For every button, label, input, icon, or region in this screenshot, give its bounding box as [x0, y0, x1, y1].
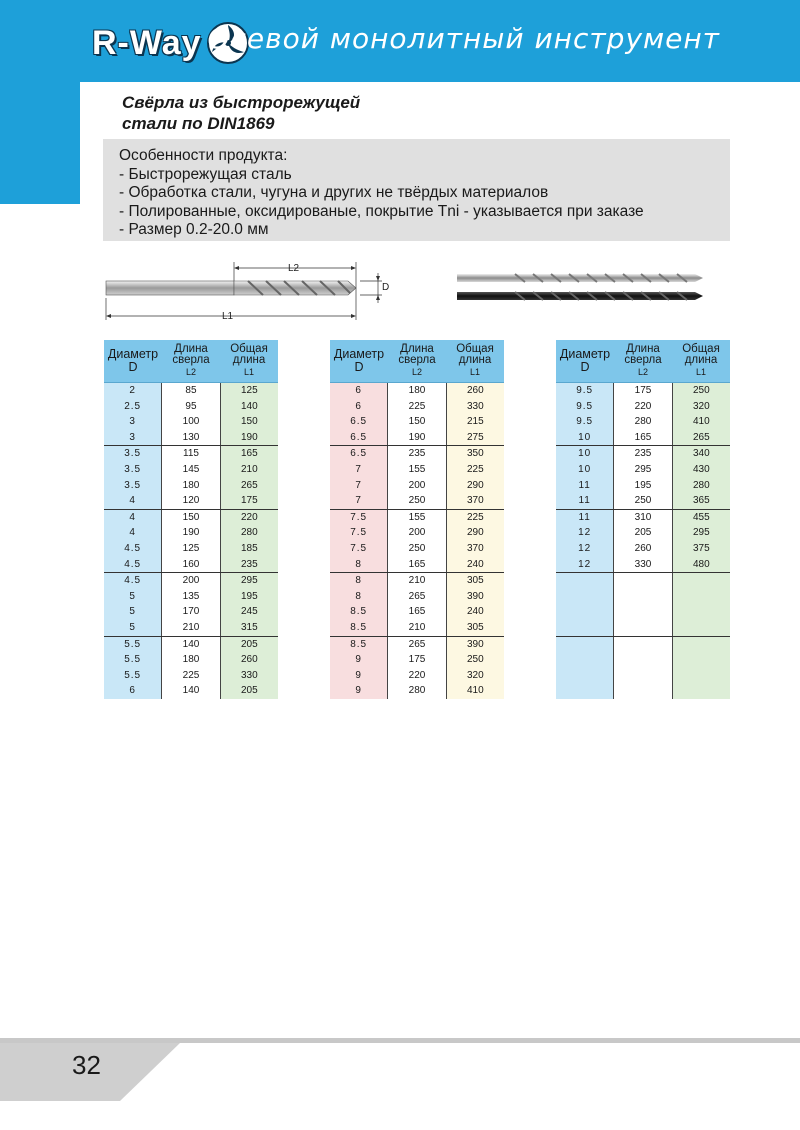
total-length-cell: 205 — [220, 637, 278, 653]
drill-length-cell: 210 — [162, 620, 219, 636]
drill-length-cell: 280 — [388, 683, 445, 699]
total-length-cell: 305 — [446, 620, 504, 636]
total-length-cell: 185 — [220, 541, 278, 557]
diameter-cell: 8.5 — [330, 637, 388, 653]
diameter-cell — [556, 604, 614, 620]
diameter-cell: 7 — [330, 462, 388, 478]
diameter-cell: 12 — [556, 557, 614, 573]
feature-item: - Обработка стали, чугуна и других не твёрдых материалов — [119, 184, 549, 202]
diameter-cell: 5 — [104, 604, 162, 620]
total-length-cell: 295 — [672, 525, 730, 541]
table-row — [104, 510, 278, 526]
drill-length-cell — [614, 604, 671, 620]
total-length-cell: 240 — [446, 557, 504, 573]
diameter-cell: 10 — [556, 446, 614, 462]
spec-table — [104, 340, 278, 699]
drill-length-cell: 190 — [162, 525, 219, 541]
drill-length-cell — [614, 573, 671, 589]
drill-length-cell: 150 — [388, 414, 445, 430]
header-text: L1 — [469, 367, 480, 377]
table-row — [556, 683, 730, 699]
table-header — [330, 340, 504, 383]
diameter-cell: 5.5 — [104, 637, 162, 653]
table-row — [330, 637, 504, 653]
total-length-cell — [672, 589, 730, 605]
table-row — [330, 683, 504, 699]
drill-length-cell: 165 — [388, 557, 445, 573]
total-length-cell: 330 — [446, 399, 504, 415]
diameter-cell: 6.5 — [330, 414, 388, 430]
drill-length-cell — [614, 589, 671, 605]
header-text: Длина — [400, 343, 434, 355]
total-length-cell — [672, 573, 730, 589]
diameter-cell: 4 — [104, 493, 162, 509]
diameter-cell: 3.5 — [104, 462, 162, 478]
total-length-cell: 430 — [672, 462, 730, 478]
table-row — [330, 525, 504, 541]
total-length-cell: 295 — [220, 573, 278, 589]
features-heading: Особенности продукта: — [119, 147, 288, 164]
total-length-cell: 150 — [220, 414, 278, 430]
total-length-cell: 390 — [446, 637, 504, 653]
drill-length-cell — [614, 620, 671, 636]
drill-length-cell: 220 — [614, 399, 671, 415]
header-text: Диаметр — [333, 347, 385, 361]
title-line-1: Свёрла из быстрорежущей — [122, 93, 361, 112]
header-cell — [556, 340, 614, 382]
drill-dimension-drawing — [98, 258, 408, 328]
diameter-cell — [556, 620, 614, 636]
drill-length-cell: 100 — [162, 414, 219, 430]
table-row — [104, 573, 278, 589]
total-length-cell: 220 — [220, 510, 278, 526]
header-text: Диаметр — [107, 347, 159, 361]
drill-length-cell: 150 — [162, 510, 219, 526]
header-title: Осевой монолитный инструмент — [207, 22, 720, 55]
diameter-cell: 12 — [556, 525, 614, 541]
table-row — [330, 478, 504, 494]
header-text: L1 — [695, 367, 706, 377]
diameter-cell: 9 — [330, 683, 388, 699]
total-length-cell: 140 — [220, 399, 278, 415]
table-header — [104, 340, 278, 383]
diameter-cell: 4.5 — [104, 541, 162, 557]
total-length-cell: 190 — [220, 430, 278, 446]
total-length-cell: 330 — [220, 668, 278, 684]
drill-length-cell — [614, 637, 671, 653]
diameter-cell: 7 — [330, 478, 388, 494]
footer-tab — [0, 1043, 800, 1101]
diameter-cell: 8 — [330, 589, 388, 605]
table-row — [104, 493, 278, 510]
total-length-cell: 265 — [672, 430, 730, 446]
total-length-cell: 390 — [446, 589, 504, 605]
diameter-cell: 9 — [330, 668, 388, 684]
page-title — [122, 92, 360, 134]
table-row — [104, 620, 278, 637]
total-length-cell: 260 — [220, 652, 278, 668]
total-length-cell: 455 — [672, 510, 730, 526]
table-row — [330, 399, 504, 415]
total-length-cell: 280 — [220, 525, 278, 541]
drill-length-cell: 140 — [162, 683, 219, 699]
total-length-cell: 480 — [672, 557, 730, 573]
total-length-cell — [672, 683, 730, 699]
table-row — [556, 573, 730, 589]
table-row — [104, 525, 278, 541]
table-row — [330, 510, 504, 526]
header-text: Диаметр — [559, 347, 611, 361]
features-box — [103, 139, 730, 241]
drill-length-cell: 265 — [388, 637, 445, 653]
drill-length-cell: 95 — [162, 399, 219, 415]
diameter-cell: 7.5 — [330, 510, 388, 526]
total-length-cell: 315 — [220, 620, 278, 636]
total-length-cell: 375 — [672, 541, 730, 557]
header-text: D — [128, 360, 138, 374]
diameter-cell: 5.5 — [104, 668, 162, 684]
total-length-cell: 245 — [220, 604, 278, 620]
table-row — [104, 541, 278, 557]
drill-length-cell: 330 — [614, 557, 671, 573]
drill-length-cell: 140 — [162, 637, 219, 653]
table-row — [556, 557, 730, 574]
diameter-cell: 4.5 — [104, 573, 162, 589]
drill-length-cell: 250 — [388, 493, 445, 509]
table-row — [556, 620, 730, 637]
drill-length-cell: 235 — [388, 446, 445, 462]
header-text: Длина — [174, 343, 208, 355]
diameter-cell: 6 — [330, 399, 388, 415]
diameter-cell: 8.5 — [330, 604, 388, 620]
diameter-cell: 11 — [556, 493, 614, 509]
diameter-cell: 3 — [104, 414, 162, 430]
d-label: D — [382, 282, 390, 293]
drill-length-cell: 165 — [614, 430, 671, 446]
side-accent-band — [0, 82, 80, 204]
diameter-cell: 6 — [330, 383, 388, 399]
total-length-cell: 205 — [220, 683, 278, 699]
table-row — [556, 383, 730, 399]
drill-length-cell: 250 — [614, 493, 671, 509]
diameter-cell: 4 — [104, 510, 162, 526]
feature-item: - Размер 0.2-20.0 мм — [119, 221, 269, 239]
diameter-cell — [556, 652, 614, 668]
diameter-cell: 7.5 — [330, 541, 388, 557]
table-row — [330, 541, 504, 557]
drill-length-cell: 170 — [162, 604, 219, 620]
diameter-cell: 9 — [330, 652, 388, 668]
diameter-cell: 6 — [104, 683, 162, 699]
header-cell — [220, 340, 278, 382]
total-length-cell: 410 — [672, 414, 730, 430]
l2-label: L2 — [288, 263, 300, 274]
total-length-cell — [672, 637, 730, 653]
diameter-cell: 12 — [556, 541, 614, 557]
drill-length-cell: 130 — [162, 430, 219, 446]
table-row — [556, 430, 730, 447]
total-length-cell: 370 — [446, 541, 504, 557]
header-text: длина — [458, 354, 492, 366]
table-row — [556, 478, 730, 494]
header-text: L2 — [637, 367, 648, 377]
diameter-cell: 2.5 — [104, 399, 162, 415]
diameter-cell: 10 — [556, 462, 614, 478]
header-text: Длина — [626, 343, 660, 355]
header-cell — [162, 340, 220, 382]
table-row — [556, 462, 730, 478]
table-row — [556, 399, 730, 415]
diameter-cell: 4.5 — [104, 557, 162, 573]
diameter-cell: 5 — [104, 620, 162, 636]
total-length-cell: 165 — [220, 446, 278, 462]
table-header — [556, 340, 730, 383]
total-length-cell: 225 — [446, 510, 504, 526]
l1-label: L1 — [222, 311, 234, 322]
drill-length-cell: 295 — [614, 462, 671, 478]
table-row — [330, 573, 504, 589]
table-row — [330, 430, 504, 447]
total-length-cell: 240 — [446, 604, 504, 620]
drill-length-cell: 155 — [388, 510, 445, 526]
drill-length-cell — [614, 668, 671, 684]
table-row — [330, 446, 504, 462]
drill-length-cell: 145 — [162, 462, 219, 478]
table-row — [556, 525, 730, 541]
table-row — [104, 462, 278, 478]
drill-length-cell: 175 — [614, 383, 671, 399]
diameter-cell: 7 — [330, 493, 388, 509]
total-length-cell: 275 — [446, 430, 504, 446]
diameter-cell — [556, 668, 614, 684]
table-row — [330, 589, 504, 605]
header-text: D — [354, 360, 364, 374]
header-cell — [446, 340, 504, 382]
total-length-cell — [672, 652, 730, 668]
total-length-cell: 290 — [446, 478, 504, 494]
drill-length-cell: 155 — [388, 462, 445, 478]
diameter-cell: 6.5 — [330, 430, 388, 446]
diameter-cell — [556, 573, 614, 589]
header-text: Общая — [456, 343, 494, 355]
total-length-cell: 175 — [220, 493, 278, 509]
header-text: L1 — [243, 367, 254, 377]
drill-length-cell: 175 — [388, 652, 445, 668]
diameter-cell: 2 — [104, 383, 162, 399]
total-length-cell: 125 — [220, 383, 278, 399]
diameter-cell: 8 — [330, 557, 388, 573]
diameter-cell: 9.5 — [556, 399, 614, 415]
diameter-cell: 11 — [556, 478, 614, 494]
drill-length-cell: 280 — [614, 414, 671, 430]
table-row — [104, 399, 278, 415]
total-length-cell: 320 — [446, 668, 504, 684]
drill-length-cell: 260 — [614, 541, 671, 557]
table-row — [330, 620, 504, 637]
drill-length-cell: 250 — [388, 541, 445, 557]
table-row — [330, 604, 504, 620]
drill-length-cell: 120 — [162, 493, 219, 509]
table-row — [556, 637, 730, 653]
drill-length-cell: 235 — [614, 446, 671, 462]
table-row — [330, 668, 504, 684]
header-text: Общая — [230, 343, 268, 355]
total-length-cell: 235 — [220, 557, 278, 573]
feature-item: - Быстрорежущая сталь — [119, 165, 292, 183]
table-row — [104, 430, 278, 447]
diameter-cell: 5 — [104, 589, 162, 605]
total-length-cell: 250 — [672, 383, 730, 399]
spec-table — [556, 340, 730, 699]
feature-item: - Полированные, оксидированые, покрытие Tni - указывается при заказе — [119, 202, 644, 220]
spec-table — [330, 340, 504, 699]
diameter-cell: 7.5 — [330, 525, 388, 541]
table-row — [104, 683, 278, 699]
total-length-cell: 350 — [446, 446, 504, 462]
drill-length-cell: 225 — [388, 399, 445, 415]
title-line-2: стали по DIN1869 — [122, 114, 275, 133]
total-length-cell: 215 — [446, 414, 504, 430]
diameter-cell: 8.5 — [330, 620, 388, 636]
total-length-cell — [672, 620, 730, 636]
drill-length-cell: 210 — [388, 620, 445, 636]
page-number: 32 — [72, 1050, 101, 1080]
drill-length-cell — [614, 683, 671, 699]
table-row — [330, 557, 504, 574]
table-row — [104, 604, 278, 620]
header-text: сверла — [398, 354, 436, 366]
header-text: сверла — [624, 354, 662, 366]
header-text: L2 — [411, 367, 422, 377]
total-length-cell: 370 — [446, 493, 504, 509]
drill-length-cell: 180 — [388, 383, 445, 399]
header-text: Общая — [682, 343, 720, 355]
drill-length-cell: 190 — [388, 430, 445, 446]
table-row — [104, 446, 278, 462]
table-row — [330, 383, 504, 399]
diameter-cell: 3.5 — [104, 478, 162, 494]
drill-length-cell: 180 — [162, 478, 219, 494]
header-cell — [672, 340, 730, 382]
total-length-cell: 250 — [446, 652, 504, 668]
diameter-cell: 8 — [330, 573, 388, 589]
total-length-cell: 290 — [446, 525, 504, 541]
table-row — [556, 414, 730, 430]
table-row — [330, 462, 504, 478]
diameter-cell: 9.5 — [556, 414, 614, 430]
drill-length-cell: 160 — [162, 557, 219, 573]
diameter-cell: 9.5 — [556, 383, 614, 399]
total-length-cell: 280 — [672, 478, 730, 494]
table-row — [104, 478, 278, 494]
table-row — [104, 637, 278, 653]
diameter-cell — [556, 589, 614, 605]
diameter-cell — [556, 637, 614, 653]
table-row — [330, 652, 504, 668]
diameter-cell: 3.5 — [104, 446, 162, 462]
table-row — [104, 414, 278, 430]
diameter-cell — [556, 683, 614, 699]
diameter-cell: 6.5 — [330, 446, 388, 462]
total-length-cell — [672, 604, 730, 620]
drill-length-cell: 310 — [614, 510, 671, 526]
logo-text: R-Way — [92, 23, 202, 62]
drill-length-cell — [614, 652, 671, 668]
table-row — [104, 383, 278, 399]
table-row — [330, 414, 504, 430]
header-text: L2 — [185, 367, 196, 377]
drill-length-cell: 200 — [388, 525, 445, 541]
total-length-cell: 265 — [220, 478, 278, 494]
table-row — [556, 541, 730, 557]
drill-length-cell: 200 — [162, 573, 219, 589]
header-cell — [330, 340, 388, 382]
table-row — [104, 589, 278, 605]
drill-length-cell: 165 — [388, 604, 445, 620]
diameter-cell: 4 — [104, 525, 162, 541]
drill-length-cell: 265 — [388, 589, 445, 605]
drill-length-cell: 205 — [614, 525, 671, 541]
table-row — [556, 493, 730, 510]
drill-length-cell: 220 — [388, 668, 445, 684]
header-cell — [388, 340, 446, 382]
total-length-cell: 210 — [220, 462, 278, 478]
header-cell — [104, 340, 162, 382]
header-text: длина — [232, 354, 266, 366]
table-row — [556, 652, 730, 668]
table-row — [104, 557, 278, 574]
total-length-cell: 365 — [672, 493, 730, 509]
diameter-cell: 11 — [556, 510, 614, 526]
header-text: длина — [684, 354, 718, 366]
drill-length-cell: 115 — [162, 446, 219, 462]
total-length-cell: 410 — [446, 683, 504, 699]
drill-length-cell: 125 — [162, 541, 219, 557]
header-text: D — [580, 360, 590, 374]
drill-length-cell: 85 — [162, 383, 219, 399]
drill-length-cell: 180 — [162, 652, 219, 668]
table-row — [556, 668, 730, 684]
total-length-cell: 260 — [446, 383, 504, 399]
drill-length-cell: 225 — [162, 668, 219, 684]
table-row — [556, 510, 730, 526]
table-row — [556, 604, 730, 620]
total-length-cell: 320 — [672, 399, 730, 415]
total-length-cell — [672, 668, 730, 684]
drill-length-cell: 195 — [614, 478, 671, 494]
drill-length-cell: 210 — [388, 573, 445, 589]
total-length-cell: 340 — [672, 446, 730, 462]
total-length-cell: 225 — [446, 462, 504, 478]
table-row — [556, 589, 730, 605]
drill-length-cell: 135 — [162, 589, 219, 605]
table-row — [104, 668, 278, 684]
drill-length-cell: 200 — [388, 478, 445, 494]
table-row — [104, 652, 278, 668]
total-length-cell: 305 — [446, 573, 504, 589]
diameter-cell: 3 — [104, 430, 162, 446]
table-row — [330, 493, 504, 510]
header-cell — [614, 340, 672, 382]
drill-photo — [455, 268, 705, 308]
diameter-cell: 5.5 — [104, 652, 162, 668]
total-length-cell: 195 — [220, 589, 278, 605]
header-text: сверла — [172, 354, 210, 366]
diameter-cell: 10 — [556, 430, 614, 446]
table-row — [556, 446, 730, 462]
